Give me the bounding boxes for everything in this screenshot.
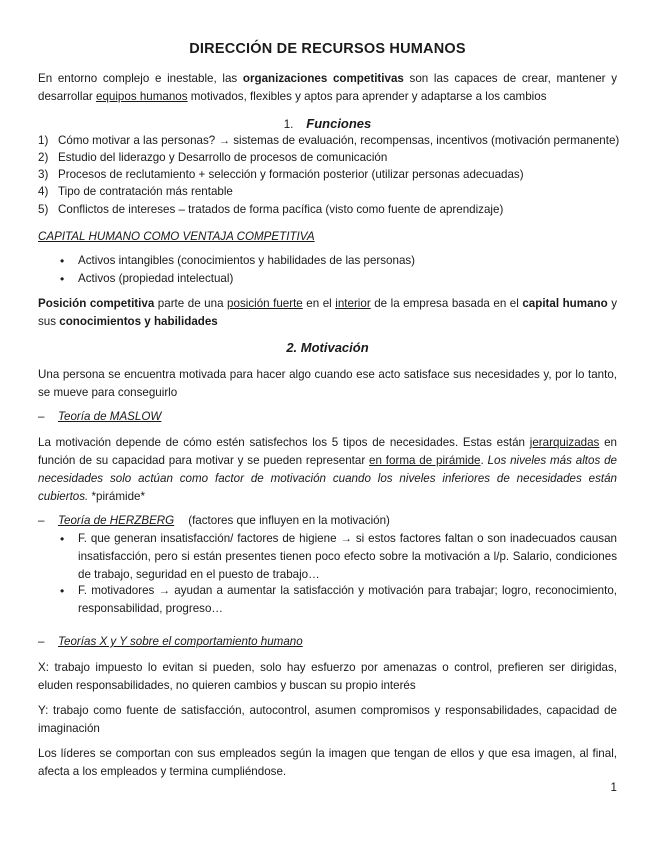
- posicion-paragraph: [38, 295, 617, 331]
- function-text: Tipo de contratación más rentable: [58, 185, 233, 198]
- dash-marker: –: [38, 514, 45, 527]
- maslow-paragraph: [38, 434, 617, 506]
- capital-bullets: [38, 252, 617, 288]
- capital-bullet-text: Activos (propiedad intelectual): [78, 272, 234, 285]
- herzberg-note: (factores que influyen en la motivación): [188, 514, 390, 527]
- function-text: Procesos de reclutamiento + selección y formación posterior (utilizar personas adecuadas): [58, 168, 524, 181]
- section-2-heading: 2. Motivación: [286, 340, 369, 355]
- posicion-bold-2: capital humano: [522, 297, 608, 310]
- page-number: 1: [610, 781, 617, 794]
- capital-bullet-text: Activos intangibles (conocimientos y habilidades de las personas): [78, 254, 416, 267]
- function-number: 5): [38, 203, 49, 216]
- dash-marker: –: [38, 635, 45, 648]
- function-text: Conflictos de intereses – tratados de forma pacífica (visto como fuente de aprendizaje): [58, 203, 504, 216]
- intro-text-2: son las capaces de crear, mantener y desarrollar: [38, 72, 617, 103]
- posicion-text-1: parte de una: [154, 297, 228, 310]
- posicion-bold-1: Posición competitiva: [38, 297, 155, 310]
- maslow-italic-1: Los niveles más altos de necesidades solo actúan como factor de motivación cuando los niveles inferiores de necesidades están cubiertos.: [38, 454, 617, 503]
- function-number: 4): [38, 185, 49, 198]
- posicion-underline-2: interior: [335, 297, 371, 310]
- herzberg-bullets: [38, 530, 617, 620]
- intro-bold-1: organizaciones competitivas: [242, 72, 404, 85]
- intro-paragraph: [38, 70, 617, 106]
- herzberg-heading-group: [58, 512, 390, 530]
- function-number: 2): [38, 151, 49, 164]
- section-1-number: 1.: [283, 118, 294, 131]
- maslow-heading: Teoría de MASLOW: [58, 410, 162, 423]
- posicion-text-3: de la empresa basada en el: [370, 297, 523, 310]
- teoria-x-paragraph: X: trabajo impuesto lo evitan si pueden, solo hay esfuerzo por amenazas o control, prefieren ser dirigidas, eluden responsabilidades, no quieren cambios y buscan su propio interés: [38, 661, 617, 692]
- document-title: DIRECCIÓN DE RECURSOS HUMANOS: [189, 41, 466, 57]
- intro-underline-1: equipos humanos: [96, 90, 188, 103]
- functions-list: [38, 132, 620, 222]
- posicion-text-2: en el: [302, 297, 336, 310]
- herzberg-heading: Teoría de HERZBERG: [58, 514, 175, 527]
- maslow-underline-1: jerarquizadas: [529, 436, 600, 449]
- function-text: Cómo motivar a las personas? → sistemas de evaluación, recompensas, incentivos (motivación permanente): [58, 134, 620, 147]
- dash-marker: –: [38, 410, 45, 423]
- bullet-icon: •: [60, 532, 65, 546]
- motivacion-intro: Una persona se encuentra motivada para hacer algo cuando ese acto satisface sus necesidades y, por lo tanto, se mueve para conseguirlo: [38, 368, 617, 399]
- posicion-underline-1: posición fuerte: [227, 297, 303, 310]
- maslow-text-4: *pirámide*: [88, 490, 145, 503]
- bullet-icon: •: [60, 254, 65, 268]
- function-number: 1): [38, 134, 49, 147]
- lideres-paragraph: Los líderes se comportan con sus empleados según la imagen que tengan de ellos y que esa imagen, al final, afecta a los empleados y termina cumpliéndose.: [38, 747, 617, 778]
- intro-text-3: motivados, flexibles y aptos para aprender y adaptarse a los cambios: [187, 90, 547, 103]
- posicion-bold-3: conocimientos y habilidades: [59, 315, 218, 328]
- teoriasxy-heading: Teorías X y Y sobre el comportamiento humano: [58, 635, 303, 648]
- function-number: 3): [38, 168, 49, 181]
- maslow-text-2: en función de su capacidad para motivar y se pueden representar: [38, 436, 617, 467]
- bullet-icon: •: [60, 584, 65, 598]
- herzberg-bullet-text: F. motivadores → ayudan a aumentar la satisfacción y motivación para trabajar; logro, reconocimiento, responsabilidad, progreso…: [78, 584, 617, 615]
- herzberg-bullet-text: F. que generan insatisfacción/ factores de higiene → si estos factores faltan o son inadecuados causan insatisfacción, pero si están presentes tienen poco efecto sobre la motivación a l/p. Salario, condiciones de trabajo, seguridad en el puesto de trabajo…: [78, 532, 617, 581]
- capital-heading: CAPITAL HUMANO COMO VENTAJA COMPETITIVA: [38, 230, 315, 243]
- section-1-title: Funciones: [306, 116, 372, 131]
- function-text: Estudio del liderazgo y Desarrollo de procesos de comunicación: [58, 151, 388, 164]
- bullet-icon: •: [60, 272, 65, 286]
- posicion-text-4: y sus: [38, 297, 618, 328]
- maslow-text-3: .: [480, 454, 488, 467]
- intro-text-1: En entorno complejo e inestable, las: [38, 72, 243, 85]
- maslow-underline-2: en forma de pirámide: [369, 454, 481, 467]
- maslow-text-1: La motivación depende de cómo estén satisfechos los 5 tipos de necesidades. Estas están: [38, 436, 530, 449]
- teoria-y-paragraph: Y: trabajo como fuente de satisfacción, autocontrol, asumen compromisos y responsabilidades, capacidad de imaginación: [38, 704, 617, 735]
